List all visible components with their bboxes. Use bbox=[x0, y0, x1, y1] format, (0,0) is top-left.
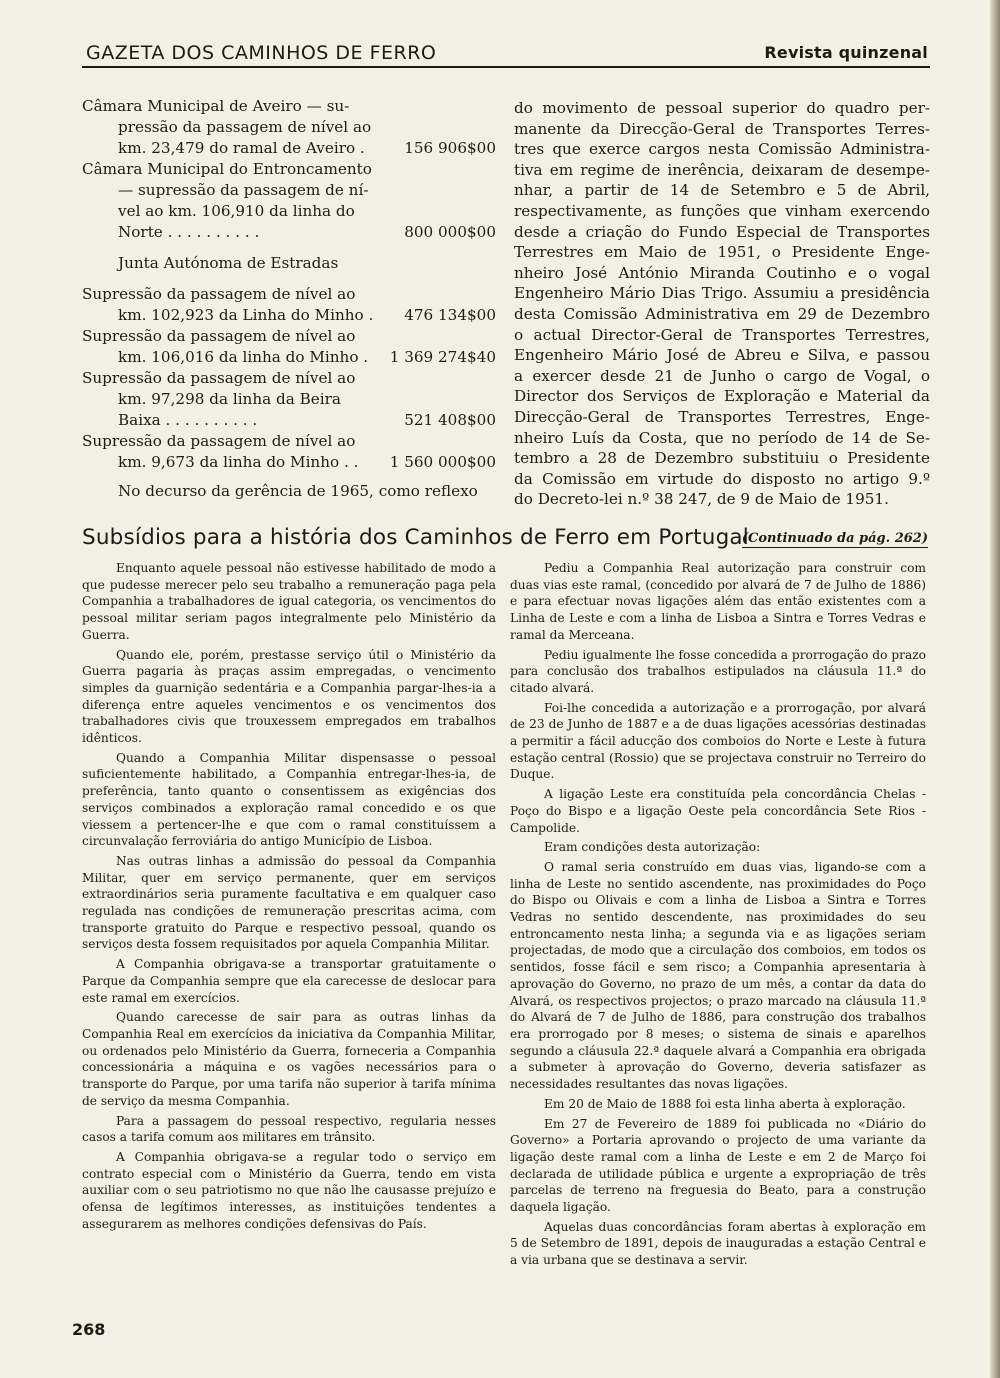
entry-line: Supressão da passagem de nível ao bbox=[82, 369, 356, 387]
entry-line: km. 97,298 da linha da Beira bbox=[118, 390, 341, 408]
text-line: manente da Direcção-Geral de Transportes Terres- bbox=[514, 119, 930, 138]
entry-line bbox=[82, 347, 496, 368]
list-section-heading: Junta Autónoma de Estradas bbox=[118, 254, 339, 272]
running-header bbox=[82, 40, 930, 68]
text-line: tres que exerce cargos nesta Comissão Administra- bbox=[514, 140, 930, 159]
text-line: tembro a 28 de Dezembro substituiu o Presidente bbox=[514, 449, 930, 468]
text-line: o actual Director-Geral de Transportes Terrestres, bbox=[514, 325, 930, 344]
entry-line: pressão da passagem de nível ao bbox=[118, 118, 372, 136]
entry-line: Câmara Municipal de Aveiro — su- bbox=[82, 97, 350, 115]
article-paragraph: Em 20 de Maio de 1888 foi esta linha aberta à exploração. bbox=[544, 1096, 906, 1111]
article-paragraph: Nas outras linhas a admissão do pessoal da Companhia Militar, quer em serviço permanente, quer em serviços extraordinários seria puramente facultativa e em qualquer caso regulada nas condições de remuneração prescritas acima, com transporte gratuito do Parque e respectivo pessoal, quando os serviços desta fossem requisitados por aquela Companhia Militar. bbox=[82, 853, 496, 952]
text-line: desde a criação do Fundo Especial de Transportes bbox=[514, 222, 930, 241]
entry-text: km. 9,673 da linha do Minho . . bbox=[118, 453, 359, 471]
text-line: Director dos Serviços de Exploração e Material da bbox=[514, 387, 930, 406]
list-item bbox=[82, 326, 496, 368]
article-paragraph: Pediu igualmente lhe fosse concedida a prorrogação do prazo para conclusão dos trabalhos estipulados na cláusula 11.ª do citado alvará. bbox=[510, 647, 926, 695]
list-item bbox=[82, 431, 496, 473]
entry-line bbox=[82, 305, 496, 326]
article-paragraph: O ramal seria construído em duas vias, ligando-se com a linha de Leste no sentido ascendente, nas proximidades do Poço do Bispo ou Olivais e com a linha de Lisboa a Sintra e Torres Vedras no sentido descendente, nas proximidades do seu entroncamento nesta linha; a segunda via e as ligações seriam projectadas, de modo que a circulação dos comboios, em todos os sentidos, fosse fácil e sem risco; a Companhia apresentaria à aprovação do Governo, no prazo de um mês, a contar da data do Alvará, os respectivos projectos; o prazo marcado na cláusula 11.ª do Alvará de 7 de Julho de 1886, para construção dos trabalhos era prorrogado por 8 meses; o sistema de sinais e aparelhos segundo a cláusula 22.ª daquele alvará a Companhia era obrigada a submeter à aprovação do Governo, deveria satisfazer as necessidades resultantes das novas ligações. bbox=[510, 859, 926, 1092]
article-column-left bbox=[82, 560, 496, 1235]
entry-text: Baixa . . . . . . . . . . bbox=[118, 411, 258, 429]
article-paragraph: Pediu a Companhia Real autorização para construir com duas vias este ramal, (concedido por alvará de 7 de Julho de 1886) e para efectuar novas ligações além das então existentes com a Linha de Leste e com a linha de Lisboa a Sintra e Torres Vedras e ramal da Merceana. bbox=[510, 561, 926, 642]
article-column-right bbox=[510, 560, 926, 1272]
article-paragraph: Enquanto aquele pessoal não estivesse habilitado de modo a que pudesse merecer pelo seu trabalho a remuneração paga pela Companhia a trabalhadores de igual categoria, os vencimentos do pessoal militar seriam pagos integralmente pelo Ministério da Guerra. bbox=[82, 561, 496, 642]
entry-amount: 476 134$00 bbox=[404, 306, 496, 324]
list-item bbox=[82, 159, 496, 243]
entry-text: Norte . . . . . . . . . . bbox=[118, 223, 260, 241]
text-line: respectivamente, as funções que vinham exercendo bbox=[514, 201, 930, 220]
entry-line bbox=[82, 410, 496, 431]
entry-line: Supressão da passagem de nível ao bbox=[82, 432, 356, 450]
text-line: nheiro Luís da Costa, que no período de 14 de Se- bbox=[514, 428, 930, 447]
expense-list bbox=[82, 96, 496, 502]
entry-text: km. 106,016 da linha do Minho . bbox=[118, 348, 369, 366]
entry-line: Supressão da passagem de nível ao bbox=[82, 327, 356, 345]
entry-line: Supressão da passagem de nível ao bbox=[82, 285, 356, 303]
text-line: Terrestres em Maio de 1951, o Presidente Enge- bbox=[514, 243, 930, 262]
entry-line bbox=[82, 138, 496, 159]
text-line: da Comissão em virtude do disposto no artigo 9.º bbox=[514, 469, 930, 488]
entry-line bbox=[82, 452, 496, 473]
article-paragraph: Para a passagem do pessoal respectivo, regularia nesses casos a tarifa comum aos militares em trânsito. bbox=[82, 1113, 496, 1145]
entry-text: km. 23,479 do ramal de Aveiro . bbox=[118, 139, 365, 157]
text-line: nheiro José António Miranda Coutinho e o vogal bbox=[514, 263, 930, 282]
article-title: Subsídios para a história dos Caminhos de Ferro em Portugal bbox=[82, 525, 749, 550]
text-line: a exercer desde 21 de Junho o cargo de Vogal, o bbox=[514, 366, 930, 385]
entry-amount: 1 369 274$40 bbox=[389, 348, 496, 366]
article-paragraph: Aquelas duas concordâncias foram abertas à exploração em 5 de Setembro de 1891, depois de inauguradas a estação Central e a via urbana que se destinava a servir. bbox=[510, 1219, 926, 1268]
text-line: do movimento de pessoal superior do quadro per- bbox=[514, 99, 930, 117]
list-item bbox=[82, 368, 496, 431]
text-line: do Decreto-lei n.º 38 247, de 9 de Maio de 1951. bbox=[514, 490, 889, 509]
page-edge-shadow bbox=[990, 0, 1000, 1378]
article-paragraph: Eram condições desta autorização: bbox=[544, 840, 761, 855]
text-line: Engenheiro Mário Dias Trigo. Assumiu a presidência bbox=[514, 284, 930, 303]
text-line: nhar, a partir de 14 de Setembro e 5 de Abril, bbox=[514, 181, 930, 200]
entry-amount: 521 408$00 bbox=[404, 411, 496, 429]
article-paragraph: Em 27 de Fevereiro de 1889 foi publicada no «Diário do Governo» a Portaria aprovando o projecto de uma variante da ligação deste ramal com a linha de Leste e em 2 de Março foi declarada de utilidade pública e urgente a expropriação de três parcelas de terreno na freguesia do Beato, para a construção daquela ligação. bbox=[510, 1116, 926, 1215]
article-paragraph: Quando ele, porém, prestasse serviço útil o Ministério da Guerra pagaria às praças assim empregadas, o vencimento simples da guarnição sedentária e a Companhia pargar-lhes-ia a diferença entre aqueles vencimentos e os vencimentos dos trabalhadores civis que trouxessem empregados em trabalhos idênticos. bbox=[82, 647, 496, 746]
continued-note: (Continuado da pág. 262) bbox=[741, 531, 928, 546]
lead-paragraph: No decurso da gerência de 1965, como reflexo bbox=[118, 482, 478, 500]
entry-line: vel ao km. 106,910 da linha do bbox=[118, 202, 355, 220]
entry-amount: 156 906$00 bbox=[404, 139, 496, 157]
journal-subtitle: Revista quinzenal bbox=[764, 43, 928, 62]
article-paragraph: A ligação Leste era constituída pela concordância Chelas - Poço do Bispo e a ligação Oeste pela concordância Sete Rios - Campolide. bbox=[510, 787, 926, 835]
entry-line: Câmara Municipal do Entroncamento bbox=[82, 160, 372, 178]
text-line: tiva em regime de inerência, deixaram de desempe- bbox=[514, 160, 930, 179]
list-item bbox=[82, 96, 496, 159]
text-line: desta Comissão Administrativa em 29 de Dezembro bbox=[514, 304, 930, 323]
entry-amount: 800 000$00 bbox=[404, 223, 496, 241]
journal-title: GAZETA DOS CAMINHOS DE FERRO bbox=[86, 42, 437, 64]
article-paragraph: Quando carecesse de sair para as outras linhas da Companhia Real em exercícios da iniciativa da Companhia Militar, ou ordenados pelo Ministério da Guerra, forneceria a Companhia concessionária a máquina e os vagões necessários para o transporte do Parque, por uma tarifa não superior à tarifa mínima de serviço da mesma Companhia. bbox=[82, 1010, 496, 1108]
entry-line: — supressão da passagem de ní- bbox=[118, 181, 369, 199]
text-line: Direcção-Geral de Transportes Terrestres, Enge- bbox=[514, 407, 930, 426]
list-item bbox=[82, 284, 496, 326]
article-paragraph: A Companhia obrigava-se a transportar gratuitamente o Parque da Companhia sempre que ela carecesse de deslocar para este ramal em exercícios. bbox=[82, 957, 496, 1005]
page-number: 268 bbox=[72, 1320, 106, 1339]
entry-line bbox=[82, 222, 496, 243]
article-paragraph: Quando a Companhia Militar dispensasse o pessoal suficientemente habilitado, a Companhia entregar-lhes-ia, de preferência, tanto quanto o consentissem as exigências dos serviços combinados a exploração ramal concedido e os que viessem a pertencer-lhe e que com o ramal constituíssem a circunvalação ferroviária do antigo Município de Lisboa. bbox=[82, 750, 496, 849]
article-paragraph: Foi-lhe concedida a autorização e a prorrogação, por alvará de 23 de Junho de 1887 e a de duas ligações acessórias destinadas a permitir a fácil aducção dos comboios do Norte e Leste à futura estação central (Rossio) que se projectava construir no Terreiro do Duque. bbox=[510, 700, 926, 782]
entry-amount: 1 560 000$00 bbox=[389, 453, 496, 471]
text-line: Engenheiro Mário José de Abreu e Silva, e passou bbox=[514, 346, 930, 365]
report-paragraph bbox=[514, 98, 930, 510]
entry-text: km. 102,923 da Linha do Minho . bbox=[118, 306, 374, 324]
article-paragraph: A Companhia obrigava-se a regular todo o serviço em contrato especial com o Ministério da Guerra, tendo em vista auxiliar com o seu patriotismo no que não lhe causasse prejuízo e ofensa de legítimos interesses, as instituições tendentes a assegurarem as melhores condições defensivas do País. bbox=[82, 1149, 496, 1231]
article-heading bbox=[82, 525, 930, 555]
